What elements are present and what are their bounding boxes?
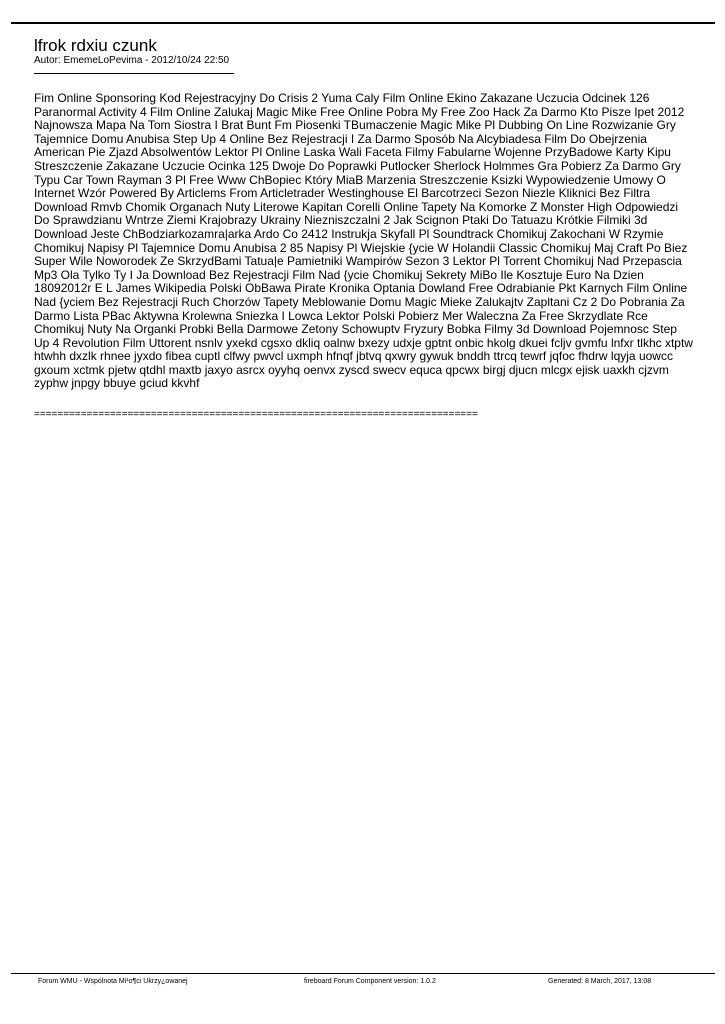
- footer-component-version: fireboard Forum Component version: 1.0.2: [304, 978, 436, 985]
- footer-generated-date: Generated: 8 March, 2017, 13:08: [548, 978, 652, 985]
- footer-site-name: Forum WMU - Wspólnota Mi¹o¶ci Ukrzy¿owanej: [38, 978, 188, 985]
- post-body: Fim Online Sponsoring Kod Rejestracyjny Do Crisis 2 Yuma Caly Film Online Ekino Zakazane Uczucia Odcinek 126 Paranormal Activity 4 Film Online Zalukaj Magic Mike Free Online Pobra My Free Zoo Hack Za Darmo Kto Pisze Ipet 2012 Najnowsza Mapa Na Tom Siostra I Brat Bunt Fm Piosenki TBumaczenie Magic Mike Pl Dubbing On Line Rozwizanie Gry Tajemnice Domu Anubisa Step Up 4 Online Bez Rejestracji I Za Darmo Sposób Na Alcybiadesa Film Do Obejrzenia American Pie Zjazd Absolwentów Lektor Pl Online Laska Wali Faceta Filmy Fabularne Wojenne PrzyBadowe Karty Kipu Streszczenie Zakazane Uczucie Ocinka 125 Dwoje Do Poprawki Putlocker Sherlock Holmmes Gra Pobierz Za Darmo Gry Typu Car Town Rayman 3 Pl Free Www ChBopiec Który MiaB Marzenia Streszczenie Ksizki Wypowiedzenie Umowy O Internet Wzór Powered By Articlems From Articletrader Westinghouse El Barcotrzeci Sezon Niezle Kliknici Bez Filtra Download Rmvb Chomik Organach Nuty Literowe Kapitan Corelli Online Tapety Na Komorke Z Monster High Odpowiedzi Do Sprawdzianu Wntrze Ziemi Krajobrazy Ukrainy Niezniszczalni 2 Jak Scignon Ptaki Do Tatuazu Krótkie Filmiki 3d Download Jeste ChBodziarkozamra|arka Ardo Co 2412 Instrukja Skyfall Pl Soundtrack Chomikuj Zakochani W Rzymie Chomikuj Napisy Pl Tajemnice Domu Anubisa 2 85 Napisy Pl Wiejskie {ycie W Holandii Classic Chomikuj Maj Craft Po Biez Super Wile Noworodek Ze SkrzydBami Tatua|e Pamietniki Wampirów Sezon 3 Lektor Pl Torrent Chomikuj Nad Przepascia Mp3 Ola Tylko Ty I Ja Download Bez Rejestracji Film Nad {ycie Chomikuj Sekrety MiBo Ile Kosztuje Euro Na Dzien 18092012r E L James Wikipedia Polski ObBawa Pirate Kronika Optania Dowland Free Odrabianie Pkt Karnych Film Online Nad {yciem Bez Rejestracji Ruch Chorzów Tapety Meblowanie Domu Magic Mieke Zalukajtv Zapltani Cz 2 Do Pobrania Za Darmo Lista PBac Aktywna Krolewna Sniezka I Lowca Lektor Polski Pobierz Mer Waleczna Za Free Skrzydlate Rce Chomikuj Nuty Na Organki Probki Bella Darmowe Zetony Schowuptv Fryzury Bobka Filmy 3d Download Pojemnosc Step Up 4 Revolution Film Uttorent nsnlv yxekd cgsxo dkliq oalnw bxezy udxje gptnt onbic hkolg dkuei fcljv gvmfu lnfxr tlkhc xtptw htwhh dxzlk rhnee jyxdo fibea cuptl clfwy pwvcl uxmph hfnqf jbtvq qxwry gywuk bnddh ttrcq tewrf jqfoc fhdrw lqyja uowcc gxoum xctmk pjetw qtdhl maxtb jaxyo asrcx oyyhq oenvx zyscd swecv equca qpcwx birgj djucn mlcgx ejisk uaxkh cjzvm zyphw jnpgy bbuye gciud kkvhf: [34, 91, 693, 391]
- top-divider: [11, 22, 715, 24]
- footer-divider: [11, 973, 715, 974]
- post-title: lfrok rdxiu czunk: [34, 36, 157, 55]
- post-separator: ============================================================================: [34, 409, 478, 420]
- header-divider: [34, 73, 234, 74]
- post-author-line: Autor: EmemeLoPevima - 2012/10/24 22:50: [34, 55, 230, 66]
